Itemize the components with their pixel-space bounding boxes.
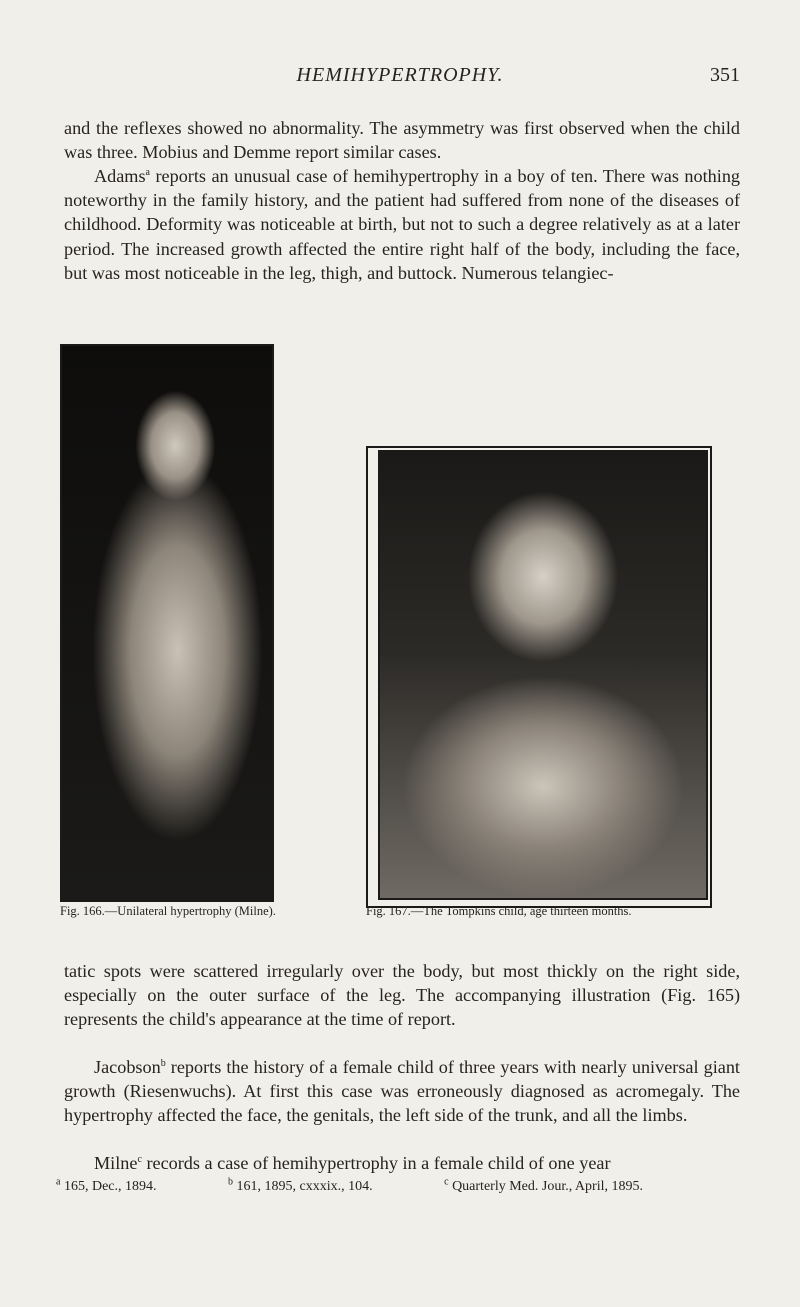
paragraph-text: and the reflexes showed no abnormality. The asymmetry was first observed when the child was three. Mobius and Demme report similar cases. (64, 118, 740, 163)
footnote-mark: a (56, 1176, 61, 1188)
footnote-b (228, 1176, 407, 1194)
page-header (60, 64, 740, 94)
author-name: Jacobson (94, 1057, 161, 1077)
footnote-c (444, 1176, 677, 1194)
paragraph-text: tatic spots were scattered irregularly over the body, but most thickly on the right side, especially on the outer surface of the leg. The accompanying illustration (Fig. 165) represents the child's appearance at the time of report. (64, 961, 740, 1030)
figure-167-photograph (378, 450, 708, 900)
footnote-text: 161, 1895, cxxxix., 104. (236, 1179, 373, 1194)
page-number: 351 (710, 64, 740, 86)
figure-166-caption: Fig. 166.—Unilateral hypertrophy (Milne). (60, 904, 276, 918)
figure-166-photograph (60, 344, 274, 902)
paragraph-continuation (64, 116, 740, 164)
paragraph-milne (64, 1151, 740, 1175)
footnote-mark: b (228, 1176, 233, 1188)
footnote-a (56, 1176, 191, 1194)
footnote-text: 165, Dec., 1894. (63, 1179, 157, 1194)
paragraph-text: records a case of hemihypertrophy in a female child of one year (146, 1153, 611, 1173)
paragraph-text: reports the history of a female child of three years with nearly universal giant growth (Riesenwuchs). At first this case was erroneously diagnosed as acromegaly. The hypertrophy affected the face, the genitals, the left side of the trunk, and all the limbs. (64, 1057, 740, 1126)
footnote-ref: c (137, 1153, 142, 1165)
footnotes (56, 1176, 746, 1195)
paragraph-adams (64, 164, 740, 285)
author-name: Milne (94, 1153, 138, 1173)
paragraph-telangiectatic (64, 959, 740, 1032)
paragraph-jacobson (64, 1055, 740, 1128)
footnote-ref: b (160, 1057, 166, 1069)
footnote-ref: a (145, 166, 150, 178)
footnote-text: Quarterly Med. Jour., April, 1895. (452, 1179, 643, 1194)
running-title: HEMIHYPERTROPHY. (296, 64, 504, 86)
footnote-mark: c (444, 1176, 449, 1188)
author-name: Adams (94, 166, 146, 186)
figure-167-caption: Fig. 167.—The Tompkins child, age thirteen months. (366, 904, 632, 918)
paragraph-text: reports an unusual case of hemihypertrophy in a boy of ten. There was nothing noteworthy in the family history, and the patient had suffered from none of the diseases of childhood. Deformity was noticeable at birth, but not to such a degree relatively as at a later period. The increased growth affected the entire right half of the body, including the face, but was most noticeable in the leg, thigh, and buttock. Numerous telangiec- (64, 166, 741, 283)
